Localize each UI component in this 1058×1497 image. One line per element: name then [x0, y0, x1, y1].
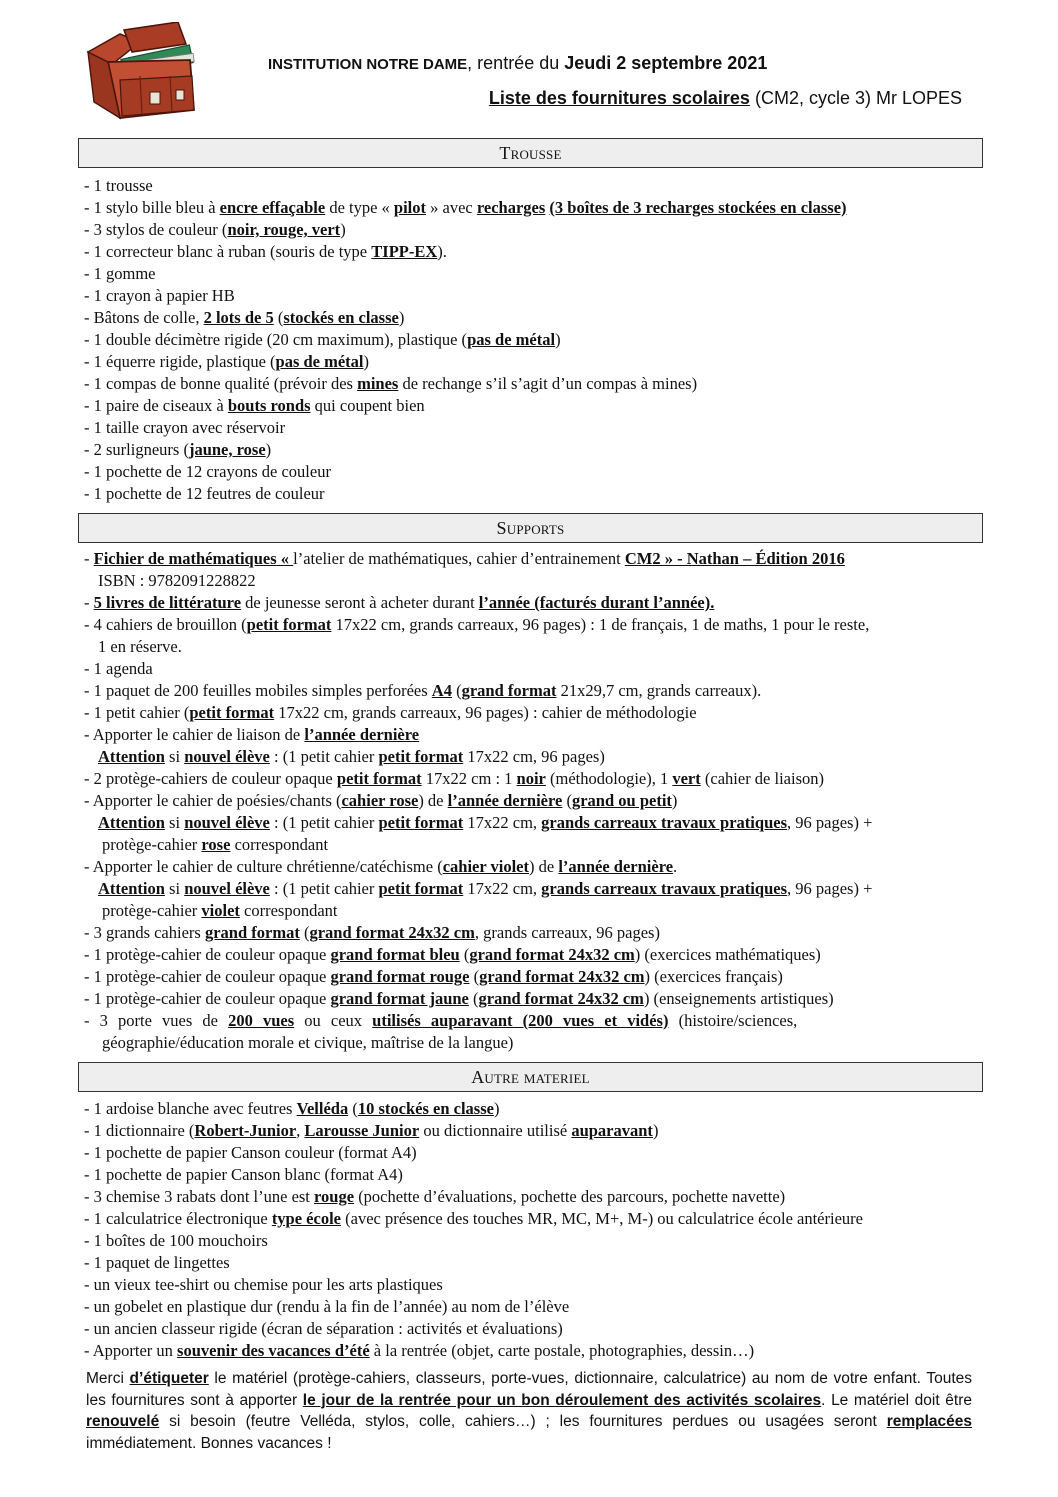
list-item: - Bâtons de colle, 2 lots de 5 (stockés en classe) — [84, 308, 405, 327]
list-item: - 2 protège-cahiers de couleur opaque petit format 17x22 cm : 1 noir (méthodologie), 1 vert (cahier de liaison) — [84, 769, 824, 788]
list-item: - Apporter le cahier de poésies/chants (cahier rose) de l’année dernière (grand ou petit) — [84, 791, 678, 810]
rentree-label: , rentrée du — [467, 53, 565, 73]
list-item: - 1 équerre rigide, plastique (pas de métal) — [84, 352, 370, 371]
section-title: Autre materiel — [471, 1067, 590, 1087]
section-header-supports — [78, 513, 983, 543]
section-header-autre-materiel — [78, 1062, 983, 1092]
list-item: - 3 grands cahiers grand format (grand format 24x32 cm, grands carreaux, 96 pages) — [84, 923, 660, 942]
section-title: Supports — [496, 518, 565, 538]
list-item: - 3 porte vues de 200 vues ou ceux utilisés auparavant (200 vues et vidés) (histoire/sciences, — [84, 1011, 798, 1030]
list-item: 1 en réserve. — [98, 637, 182, 656]
list-item: - 1 taille crayon avec réservoir — [84, 418, 286, 437]
list-item: Attention si nouvel élève : (1 petit cahier petit format 17x22 cm, grands carreaux travaux pratiques, 96 pages) + — [98, 813, 873, 832]
list-item: - Apporter le cahier de liaison de l’année dernière — [84, 725, 420, 744]
list-item: - 1 paquet de lingettes — [84, 1253, 230, 1272]
school-bag-icon — [80, 22, 208, 122]
list-item: - 1 double décimètre rigide (20 cm maximum), plastique (pas de métal) — [84, 330, 561, 349]
list-item: - 1 pochette de papier Canson blanc (format A4) — [84, 1165, 403, 1184]
list-item: - 1 protège-cahier de couleur opaque grand format rouge (grand format 24x32 cm) (exercices français) — [84, 967, 783, 986]
list-item: - 1 ardoise blanche avec feutres Velléda (10 stockés en classe) — [84, 1099, 500, 1118]
list-item: - 1 stylo bille bleu à encre effaçable de type « pilot » avec recharges (3 boîtes de 3 recharges stockées en classe) — [84, 198, 847, 217]
list-item: - 1 protège-cahier de couleur opaque grand format bleu (grand format 24x32 cm) (exercices mathématiques) — [84, 945, 821, 964]
list-item: - 1 pochette de 12 feutres de couleur — [84, 484, 325, 503]
rentree-date: Jeudi 2 septembre 2021 — [564, 53, 768, 73]
list-item: - 1 paquet de 200 feuilles mobiles simples perforées A4 (grand format 21x29,7 cm, grands carreaux). — [84, 681, 762, 700]
list-item: géographie/éducation morale et civique, maîtrise de la langue) — [102, 1033, 514, 1052]
list-item: - 1 compas de bonne qualité (prévoir des mines de rechange s’il s’agit d’un compas à mines) — [84, 374, 698, 393]
list-item: - Fichier de mathématiques « l’atelier de mathématiques, cahier d’entrainement CM2 » - Nathan – Édition 2016 — [84, 549, 845, 568]
list-item: - 1 boîtes de 100 mouchoirs — [84, 1231, 268, 1250]
institution-name: INSTITUTION NOTRE DAME — [268, 56, 468, 73]
list-item: - un ancien classeur rigide (écran de séparation : activités et évaluations) — [84, 1319, 563, 1338]
trousse-list — [84, 175, 984, 505]
list-item: ISBN : 9782091228822 — [98, 571, 256, 590]
list-item: - 1 correcteur blanc à ruban (souris de type TIPP-EX). — [84, 242, 447, 261]
list-item: - 5 livres de littérature de jeunesse seront à acheter durant l’année (facturés durant l’année). — [84, 593, 715, 612]
list-item: protège-cahier violet correspondant — [102, 901, 338, 920]
autre-list — [84, 1098, 984, 1362]
section-header-trousse — [78, 138, 983, 168]
list-item: - 1 gomme — [84, 264, 156, 283]
list-title: Liste des fournitures scolaires — [488, 88, 750, 108]
list-item: - 1 protège-cahier de couleur opaque grand format jaune (grand format 24x32 cm) (enseignements artistiques) — [84, 989, 834, 1008]
list-item: - 3 chemise 3 rabats dont l’une est rouge (pochette d’évaluations, pochette des parcours, pochette navette) — [84, 1187, 786, 1206]
list-item: - 1 agenda — [84, 659, 153, 678]
list-item: - Apporter le cahier de culture chrétienne/catéchisme (cahier violet) de l’année dernière. — [84, 857, 678, 876]
list-item: - 1 pochette de 12 crayons de couleur — [84, 462, 331, 481]
list-item: Attention si nouvel élève : (1 petit cahier petit format 17x22 cm, 96 pages) — [98, 747, 605, 766]
list-item: protège-cahier rose correspondant — [102, 835, 329, 854]
closing-paragraph: Merci d’étiqueter le matériel (protège-cahiers, classeurs, porte-vues, dictionnaire, calculatrice) au nom de votre enfant. Toutes les fournitures sont à apporter le jour de la rentrée pour un bon déroulement des activités scolaires. Le matériel doit être renouvelé si besoin (feutre Velléda, stylos, colle, cahiers…) ; les fournitures perdues ou usagées seront remplacées immédiatement. Bonnes vacances ! — [86, 1370, 972, 1452]
list-item: - 1 petit cahier (petit format 17x22 cm, grands carreaux, 96 pages) : cahier de méthodologie — [84, 703, 697, 722]
list-item: - un vieux tee-shirt ou chemise pour les arts plastiques — [84, 1275, 443, 1294]
list-item: Attention si nouvel élève : (1 petit cahier petit format 17x22 cm, grands carreaux travaux pratiques, 96 pages) + — [98, 879, 873, 898]
supports-list — [84, 548, 984, 1054]
list-item: - Apporter un souvenir des vacances d’été à la rentrée (objet, carte postale, photographies, dessin…) — [84, 1341, 755, 1360]
header-line-2 — [489, 88, 962, 109]
list-item: - 4 cahiers de brouillon (petit format 17x22 cm, grands carreaux, 96 pages) : 1 de français, 1 de maths, 1 pour le reste, — [84, 615, 870, 634]
list-item: - 2 surligneurs (jaune, rose) — [84, 440, 272, 459]
list-item: - 3 stylos de couleur (noir, rouge, vert) — [84, 220, 346, 239]
list-item: - 1 calculatrice électronique type école (avec présence des touches MR, MC, M+, M-) ou calculatrice école antérieure — [84, 1209, 863, 1228]
list-item: - 1 crayon à papier HB — [84, 286, 235, 305]
section-title: Trousse — [499, 143, 562, 163]
list-item: - 1 paire de ciseaux à bouts ronds qui coupent bien — [84, 396, 425, 415]
list-item: - 1 pochette de papier Canson couleur (format A4) — [84, 1143, 417, 1162]
list-item: - 1 trousse — [84, 176, 153, 195]
list-subtitle: (CM2, cycle 3) Mr LOPES — [749, 88, 962, 108]
header-line-1 — [268, 53, 767, 74]
list-item: - un gobelet en plastique dur (rendu à la fin de l’année) au nom de l’élève — [84, 1297, 570, 1316]
list-item: - 1 dictionnaire (Robert-Junior, Larousse Junior ou dictionnaire utilisé auparavant) — [84, 1121, 659, 1140]
